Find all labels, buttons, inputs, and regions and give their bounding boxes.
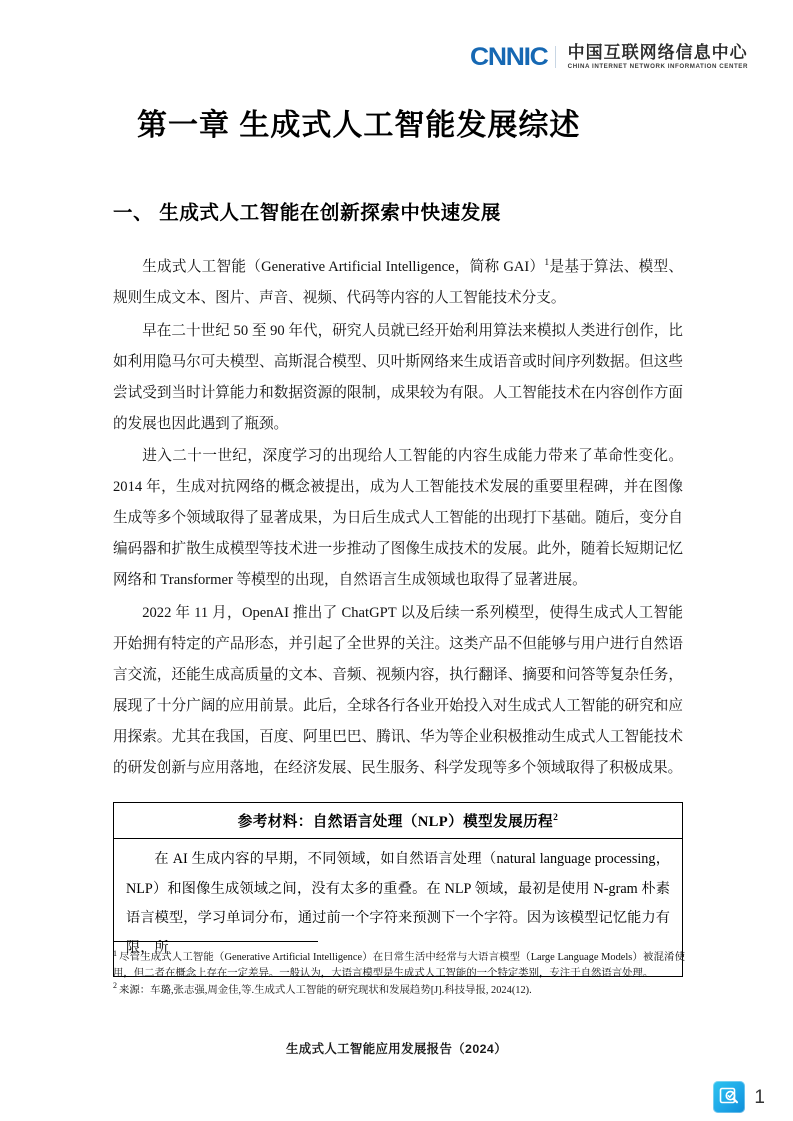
magnifier-badge-icon (713, 1081, 745, 1113)
footnote-ref-2[interactable]: 2 (553, 812, 559, 823)
paragraph-1-part-a: 生成式人工智能（Generative Artificial Intelligence，简称 GAI） (142, 258, 545, 275)
footnote-text-2: 来源：车璐,张志强,周金佳,等.生成式人工智能的研究现状和发展趋势[J].科技导报, 2024(12). (119, 984, 532, 996)
paragraph-1 (113, 252, 683, 314)
footnote-number-2: 2 (113, 981, 117, 991)
page-title: 第一章 生成式人工智能发展综述 (137, 109, 581, 142)
reference-box-title-text: 参考材料：自然语言处理（NLP）模型发展历程 (237, 813, 554, 830)
footnote-separator (113, 941, 318, 942)
footnote-text-1: 尽管生成式人工智能（Generative Artificial Intelligence）在日常生活中经常与大语言模型（Large Language Models）被混淆使用，但二者在概念上存在一定差异。一般认为，大语言模型是生成式人工智能的一个特定类别，专注于自然语言处理。 (113, 952, 685, 979)
reference-box-paragraph: 在 AI 生成内容的早期，不同领域，如自然语言处理（natural language processing，NLP）和图像生成领域之间，没有太多的重叠。在 NLP 领域，最初是使用 N-gram 朴素语言模型，学习单词分布，通过前一个字符来预测下一个字符。因为该模型记忆能力有限，所 (126, 850, 670, 957)
footnote-item-2 (113, 983, 685, 999)
section-heading: 一、 生成式人工智能在创新探索中快速发展 (113, 201, 501, 224)
paragraph-3: 进入二十一世纪，深度学习的出现给人工智能的内容生成能力带来了革命性变化。2014 年，生成对抗网络的概念被提出，成为人工智能技术发展的重要里程碑，并在图像生成等多个领域取得了显著成果，为日后生成式人工智能的出现打下基础。随后，变分自编码器和扩散生成模型等技术进一步推动了图像生成技术的发展。此外，随着长短期记忆网络和 Transformer 等模型的出现，自然语言生成领域也取得了显著进展。 (113, 448, 683, 589)
paragraph-list (113, 226, 683, 784)
document-body (113, 0, 683, 977)
footnote-item-1 (113, 950, 685, 982)
cnnic-wordmark: CNNIC (469, 42, 548, 71)
paragraph-1-part-b: 是基于算法、模型、规则生成文本、图片、声音、视频、代码等内容的人工智能技术分支。 (113, 258, 683, 306)
paragraph-2: 早在二十世纪 50 至 90 年代，研究人员就已经开始利用算法来模拟人类进行创作，比如利用隐马尔可夫模型、高斯混合模型、贝叶斯网络来生成语音或时间序列数据。但这些尝试受到当时计算能力和数据资源的限制，成果较为有限。人工智能技术在内容创作方面的发展也因此遇到了瓶颈。 (113, 322, 683, 432)
footnote-area (113, 941, 685, 998)
footer-report-title: 生成式人工智能应用发展报告（2024） (285, 1042, 508, 1056)
logo-english-name: CHINA INTERNET NETWORK INFORMATION CENTER (567, 63, 748, 70)
paragraph-4: 2022 年 11 月，OpenAI 推出了 ChatGPT 以及后续一系列模型，使得生成式人工智能开始拥有特定的产品形态，并引起了全世界的关注。这类产品不但能够与用户进行自然语言交流，还能生成高质量的文本、音频、视频内容，执行翻译、摘要和问答等复杂任务，展现了十分广阔的应用前景。此后，全球各行各业开始投入对生成式人工智能的研究和应用探索。尤其在我国，百度、阿里巴巴、腾讯、华为等企业积极推动生成式人工智能技术的研发创新与应用落地，在经济发展、民生服务、科学发现等多个领域取得了积极成果。 (113, 605, 683, 776)
footnote-number-1: 1 (113, 948, 117, 958)
reference-box-title (114, 803, 682, 839)
page-number: 1 (754, 1086, 765, 1108)
logo-chinese-name: 中国互联网络信息中心 (567, 43, 748, 62)
page-footer-mark (713, 1081, 765, 1113)
footnote-ref-1[interactable]: 1 (544, 257, 550, 268)
